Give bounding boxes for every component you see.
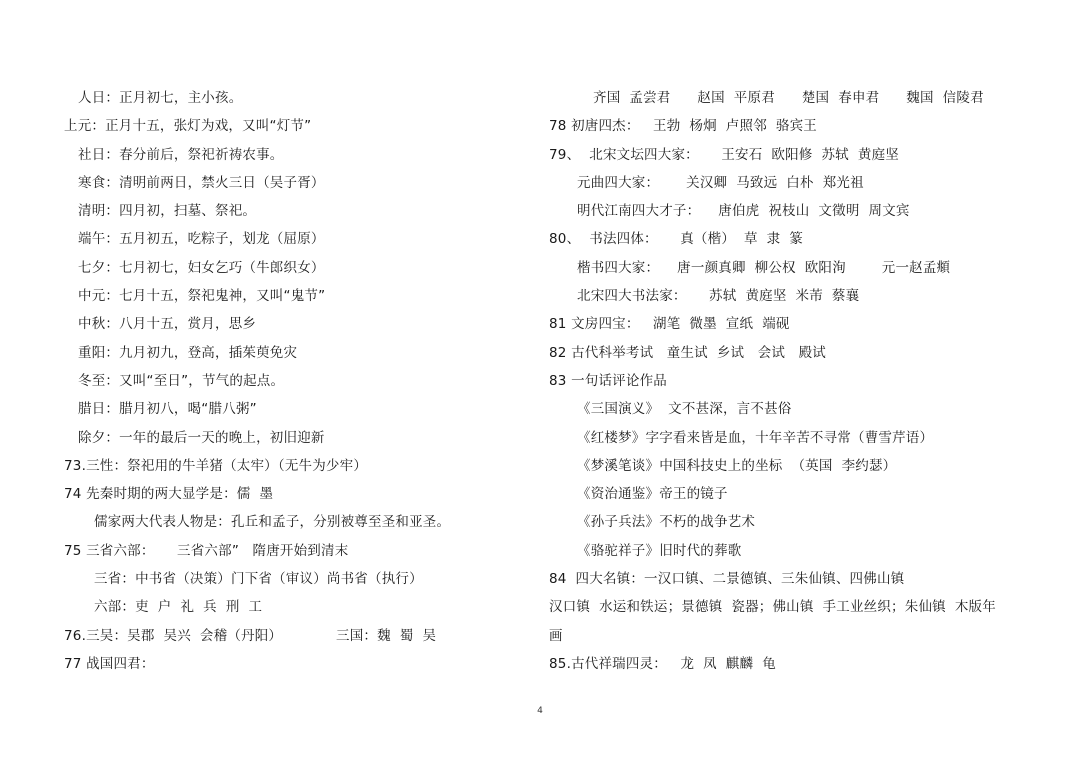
text-line: 73.三性：祭祀用的牛羊猪（太牢）（无牛为少牢） (64, 457, 368, 474)
text-line: 寒食：清明前两日，禁火三日（吴子胥） (78, 174, 325, 191)
text-line: 77 战国四君： (64, 655, 155, 672)
text-line: 除夕：一年的最后一天的晚上，初旧迎新 (78, 429, 325, 446)
text-line: 《孙子兵法》不朽的战争艺术 (577, 514, 756, 531)
left-column (64, 84, 534, 678)
text-line: 78 初唐四杰： 王勃 杨炯 卢照邻 骆宾王 (549, 118, 817, 135)
text-line: 84 四大名镇：一汉口镇、二景德镇、三朱仙镇、四佛山镇 (549, 571, 905, 588)
text-line: 79、 北宋文坛四大家： 王安石 欧阳修 苏轼 黄庭坚 (549, 146, 899, 163)
text-line: 76.三吴：吴郡 吴兴 会稽（丹阳） 三国：魏 蜀 吴 (64, 627, 437, 644)
text-line: 三省：中书省（决策）门下省（审议）尚书省（执行） (94, 571, 423, 588)
text-line: 元曲四大家： 关汉卿 马致远 白朴 郑光祖 (577, 174, 864, 191)
text-line: 齐国 孟尝君 赵国 平原君 楚国 春申君 魏国 信陵君 (593, 90, 984, 106)
text-line: 中秋：八月十五，赏月，思乡 (78, 316, 257, 333)
text-line: 汉口镇 水运和铁运；景德镇 瓷器；佛山镇 手工业丝织；朱仙镇 木版年 (549, 599, 996, 616)
text-line: 北宋四大书法家： 苏轼 黄庭坚 米芾 蔡襄 (577, 288, 860, 305)
text-line: 楷书四大家： 唐一颜真卿 柳公权 欧阳洵 元一赵孟頫 (577, 259, 951, 276)
text-line: 六部：吏 户 礼 兵 刑 工 (94, 599, 263, 616)
text-line: 社日：春分前后，祭祀祈祷农事。 (78, 146, 284, 163)
page-number: 4 (537, 706, 543, 716)
text-line: 画 (549, 627, 563, 644)
right-column (549, 84, 1049, 678)
text-line: 85.古代祥瑞四灵： 龙 凤 麒麟 龟 (549, 655, 776, 672)
text-line: 端午：五月初五，吃粽子，划龙（屈原） (78, 231, 325, 248)
text-line: 《资治通鉴》帝王的镜子 (577, 486, 728, 503)
text-line: 83 一句话评论作品 (549, 372, 667, 389)
text-line: 74 先秦时期的两大显学是：儒 墨 (64, 486, 274, 503)
text-line: 人日：正月初七，主小孩。 (78, 90, 243, 106)
text-line: 80、 书法四体： 真（楷） 草 隶 篆 (549, 231, 804, 248)
text-line: 81 文房四宝： 湖笔 微墨 宣纸 端砚 (549, 316, 790, 333)
text-line: 七夕：七月初七，妇女乞巧（牛郎织女） (78, 259, 325, 276)
text-line: 重阳：九月初九，登高，插茱萸免灾 (78, 344, 298, 361)
text-line: 《骆驼祥子》旧时代的葬歌 (577, 542, 742, 559)
text-line: 中元：七月十五，祭祀鬼神，又叫“鬼节” (78, 288, 326, 305)
text-line: 75 三省六部： 三省六部” 隋唐开始到清末 (64, 542, 349, 559)
text-line: 儒家两大代表人物是：孔丘和孟子，分别被尊至圣和亚圣。 (94, 514, 451, 531)
text-line: 《红楼梦》字字看来皆是血，十年辛苦不寻常（曹雪芹语） (577, 429, 934, 446)
text-line: 腊日：腊月初八，喝“腊八粥” (78, 401, 257, 418)
text-line: 《三国演义》 文不甚深，言不甚俗 (577, 401, 792, 418)
text-line: 《梦溪笔谈》中国科技史上的坐标 （英国 李约瑟） (577, 457, 897, 474)
text-line: 上元：正月十五，张灯为戏，又叫“灯节” (64, 118, 312, 135)
text-line: 清明：四月初，扫墓、祭祀。 (78, 203, 257, 220)
text-line: 82 古代科举考试 童生试 乡试 会试 殿试 (549, 344, 826, 361)
text-line: 明代江南四大才子： 唐伯虎 祝枝山 文徵明 周文宾 (577, 203, 910, 220)
text-line: 冬至：又叫“至日”，节气的起点。 (78, 372, 285, 389)
